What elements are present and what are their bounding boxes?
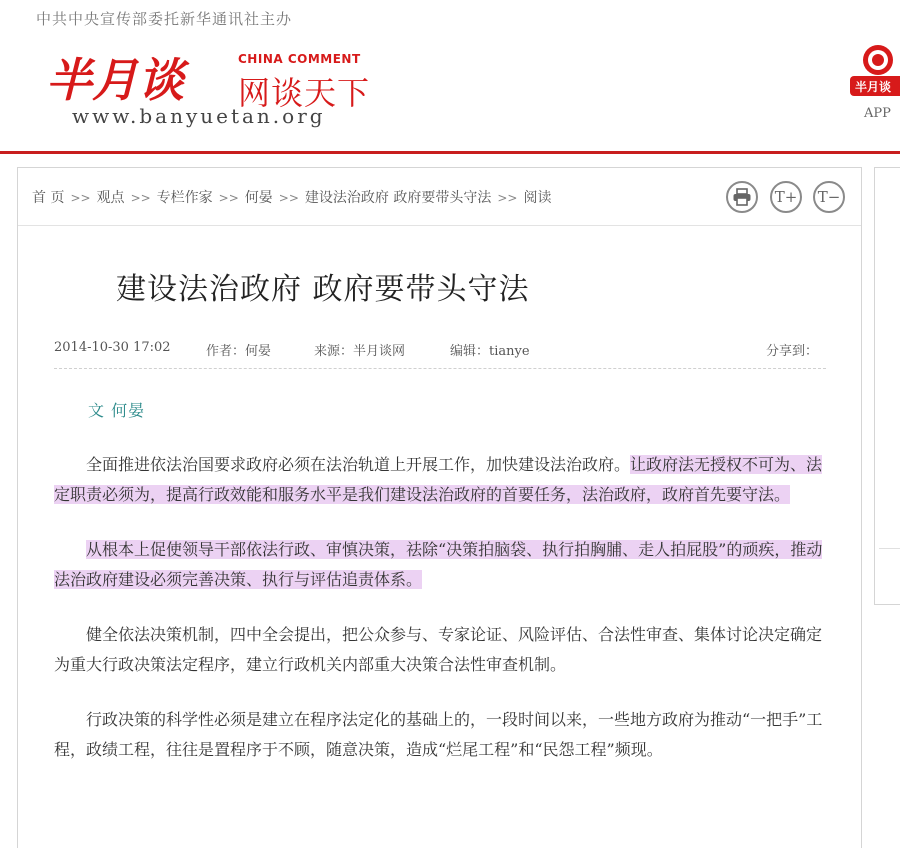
breadcrumb-current: 阅读 (523, 190, 552, 206)
article-paragraph (54, 535, 826, 594)
printer-icon (732, 188, 752, 206)
article-body (54, 450, 826, 790)
article-meta (54, 340, 826, 369)
sidebar-divider (879, 548, 900, 549)
article-editor: 编辑：tianye (450, 344, 530, 359)
svg-text:半月谈: 半月谈 (46, 53, 184, 107)
article-paragraph: 健全依法决策机制，四中全会提出，把公众参与、专家论证、风险评估、合法性审查、集体讨论决定确定为重大行政决策法定程序，建立行政机关内部重大决策合法性审查机制。 (54, 625, 823, 674)
breadcrumb: 首 页 >> 观点 >> 专栏作家 >> 何晏 >> 建设法治政府 政府要带头守法 >> 阅读 (32, 190, 552, 206)
site-sponsor-note: 中共中央宣传部委托新华通讯社主办 (36, 10, 293, 28)
article-title: 建设法治政府 政府要带头守法 (116, 272, 530, 307)
svg-text:半月谈: 半月谈 (855, 80, 892, 94)
logo-url: www.banyuetan.org (72, 104, 326, 128)
app-label[interactable]: APP (864, 106, 891, 121)
article-paragraph: 全面推进依法治国要求政府必须在法治轨道上开展工作，加快建设法治政府。让政府法无授权不可为、法定职责必须为，提高行政效能和服务水平是我们建设法治政府的首要任务，法治政府，政府首先要守法。 (54, 455, 823, 504)
breadcrumb-bar (18, 168, 861, 226)
article-author: 作者：何晏 (206, 344, 272, 359)
breadcrumb-columnists[interactable]: 专栏作家 (156, 190, 213, 206)
banyuetan-logo[interactable] (46, 52, 236, 108)
article-paragraph: 行政决策的科学性必须是建立在程序法定化的基础上的，一段时间以来，一些地方政府为推动“一把手”工程，政绩工程，往往是置程序于不顾，随意决策，造成“烂尾工程”和“民怨工程”频现。 (54, 710, 823, 759)
share-to[interactable]: 分享到： (765, 344, 818, 359)
logo-slogan: 网谈天下 (238, 74, 371, 112)
breadcrumb-author[interactable]: 何晏 (244, 190, 273, 206)
print-button[interactable] (726, 181, 758, 213)
logo-english: CHINA COMMENT (238, 52, 361, 66)
article-datetime: 2014-10-30 17:02 (54, 340, 171, 355)
article-panel (17, 167, 862, 848)
breadcrumb-article[interactable]: 建设法治政府 政府要带头守法 (304, 190, 492, 206)
breadcrumb-opinion[interactable]: 观点 (96, 190, 125, 206)
article-byline: 文 何晏 (88, 401, 146, 420)
site-header (0, 36, 900, 146)
header-divider (0, 151, 900, 154)
highlighted-text: 从根本上促使领导干部依法行政、审慎决策，祛除“决策拍脑袋、执行拍胸脯、走人拍屁股”的顽疾，推动法治政府建设必须完善决策、执行与评估追责体系。 (54, 540, 823, 589)
breadcrumb-home[interactable]: 首 页 (32, 190, 65, 206)
highlighted-text: 让政府法无授权不可为、法定职责必须为，提高行政效能和服务水平是我们建设法治政府的首要任务，法治政府，政府首先要守法。 (54, 455, 823, 504)
app-badge-icon[interactable] (846, 42, 900, 100)
font-decrease-button[interactable]: T− (813, 181, 845, 213)
font-increase-button[interactable]: T+ (770, 181, 802, 213)
sidebar-panel (874, 167, 900, 605)
article-source: 来源：半月谈网 (314, 344, 406, 359)
